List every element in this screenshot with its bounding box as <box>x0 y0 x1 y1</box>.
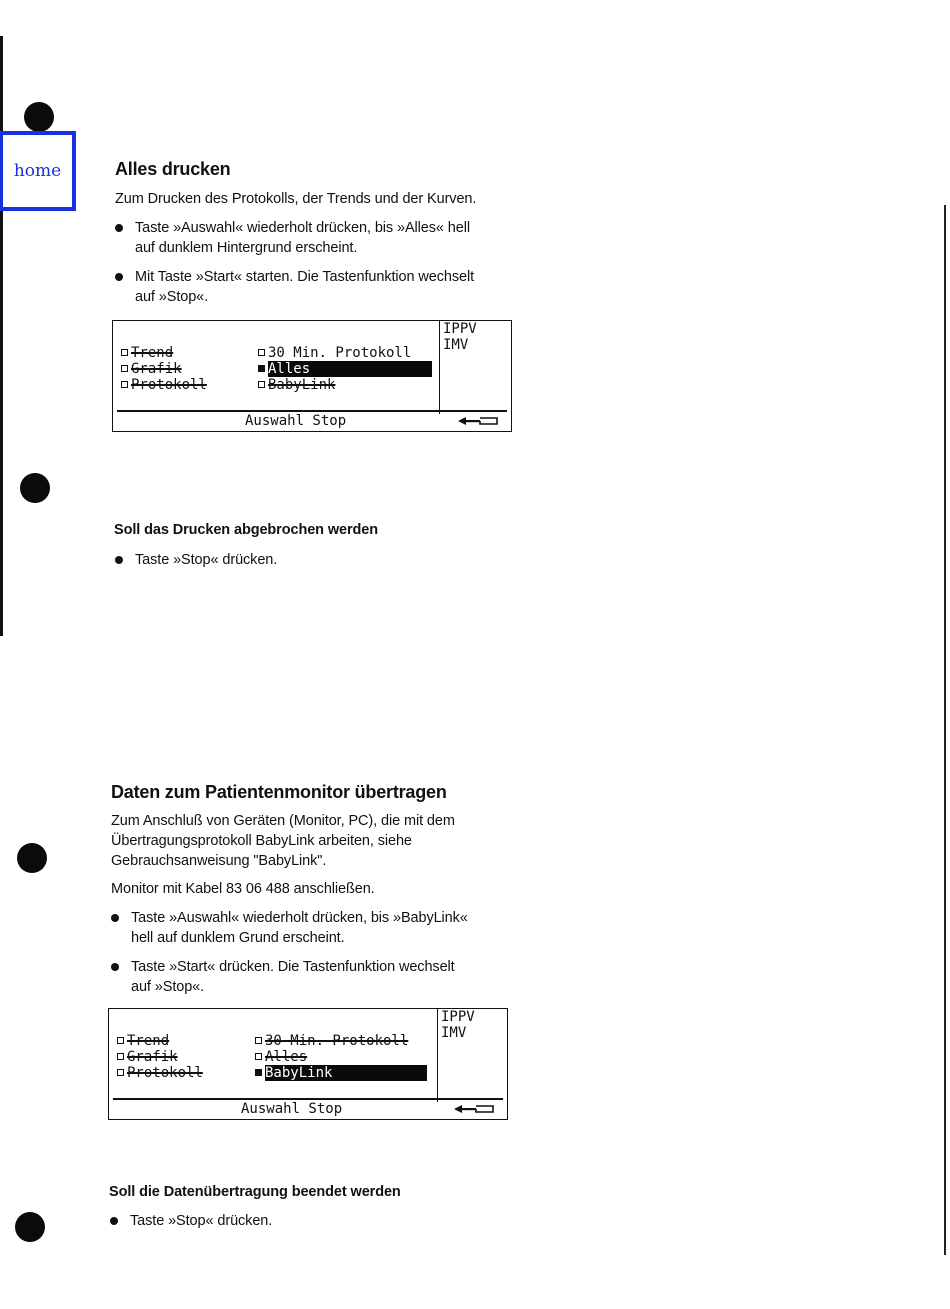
section-title-daten-uebertragen: Daten zum Patientenmonitor übertragen <box>111 782 447 802</box>
binder-edge <box>0 36 3 636</box>
menu-item-30-min-protokoll[interactable]: 30 Min. Protokoll <box>258 345 411 361</box>
punch-hole <box>24 102 54 132</box>
abort-heading: Soll das Drucken abgebrochen werden <box>114 522 379 538</box>
display-divider <box>113 1098 503 1100</box>
cable-instruction: Monitor mit Kabel 83 06 488 anschließen. <box>111 881 375 897</box>
instruction-list <box>113 218 533 307</box>
menu-item-grafik[interactable]: Grafik <box>117 1049 178 1065</box>
menu-item-babylink[interactable]: BabyLink <box>255 1065 427 1081</box>
end-transfer-list <box>108 1211 508 1231</box>
checkbox-icon <box>121 349 128 356</box>
mode-label-ippv: IPPV <box>441 1009 475 1025</box>
menu-item-trend[interactable]: Trend <box>117 1033 169 1049</box>
home-link[interactable]: home <box>0 131 76 211</box>
checkbox-icon <box>117 1037 124 1044</box>
end-transfer-heading: Soll die Datenübertragung beendet werden <box>109 1184 401 1200</box>
device-display-print-all <box>112 320 512 432</box>
back-arrow-icon[interactable] <box>457 415 501 427</box>
menu-item-protokoll[interactable]: Protokoll <box>117 1065 203 1081</box>
instruction-list <box>109 908 529 997</box>
menu-item-grafik[interactable]: Grafik <box>121 361 182 377</box>
checkbox-icon <box>258 349 265 356</box>
list-item: Taste »Stop« drücken. <box>108 1211 508 1231</box>
section-intro: Zum Drucken des Protokolls, der Trends und der Kurven. <box>115 191 477 207</box>
mode-label-imv: IMV <box>443 337 469 353</box>
list-item: Taste »Auswahl« wiederholt drücken, bis »Alles« hell auf dunklem Hintergrund erscheint. <box>113 218 533 258</box>
abort-list <box>113 550 513 570</box>
menu-item-alles[interactable]: Alles <box>258 361 432 377</box>
section-title-alles-drucken: Alles drucken <box>115 159 231 179</box>
list-item: Mit Taste »Start« starten. Die Tastenfunktion wechselt auf »Stop«. <box>113 267 533 307</box>
display-divider <box>117 410 507 412</box>
checkbox-icon <box>117 1053 124 1060</box>
checkbox-icon <box>121 365 128 372</box>
checkbox-icon <box>258 381 265 388</box>
checkbox-icon <box>117 1069 124 1076</box>
list-item: Taste »Stop« drücken. <box>113 550 513 570</box>
checkbox-icon <box>255 1037 262 1044</box>
checkbox-checked-icon <box>255 1069 262 1076</box>
menu-item-protokoll[interactable]: Protokoll <box>121 377 207 393</box>
binder-tick <box>0 410 3 412</box>
softkey-labels[interactable]: Auswahl Stop <box>245 413 347 429</box>
punch-hole <box>20 473 50 503</box>
punch-hole <box>17 843 47 873</box>
binder-tick <box>0 250 3 252</box>
punch-hole <box>15 1212 45 1242</box>
menu-item-babylink[interactable]: BabyLink <box>258 377 335 393</box>
menu-item-trend[interactable]: Trend <box>121 345 173 361</box>
list-item: Taste »Auswahl« wiederholt drücken, bis »BabyLink« hell auf dunklem Grund erscheint. <box>109 908 529 948</box>
menu-item-alles[interactable]: Alles <box>255 1049 307 1065</box>
mode-label-imv: IMV <box>441 1025 467 1041</box>
binder-tick <box>0 570 3 572</box>
mode-column <box>439 321 440 414</box>
checkbox-icon <box>255 1053 262 1060</box>
device-display-babylink <box>108 1008 508 1120</box>
mode-column <box>437 1009 438 1102</box>
back-arrow-icon[interactable] <box>453 1103 497 1115</box>
section-intro: Zum Anschluß von Geräten (Monitor, PC), die mit dem Übertragungsprotokoll BabyLink arbeiten, siehe Gebrauchsanweisung "BabyLink". <box>111 813 455 869</box>
list-item: Taste »Start« drücken. Die Tastenfunktion wechselt auf »Stop«. <box>109 957 529 997</box>
softkey-labels[interactable]: Auswahl Stop <box>241 1101 343 1117</box>
checkbox-checked-icon <box>258 365 265 372</box>
mode-label-ippv: IPPV <box>443 321 477 337</box>
page-edge-rule <box>944 205 946 1255</box>
checkbox-icon <box>121 381 128 388</box>
binder-tick <box>0 330 3 332</box>
binder-tick <box>0 490 3 492</box>
menu-item-30-min-protokoll[interactable]: 30 Min. Protokoll <box>255 1033 408 1049</box>
